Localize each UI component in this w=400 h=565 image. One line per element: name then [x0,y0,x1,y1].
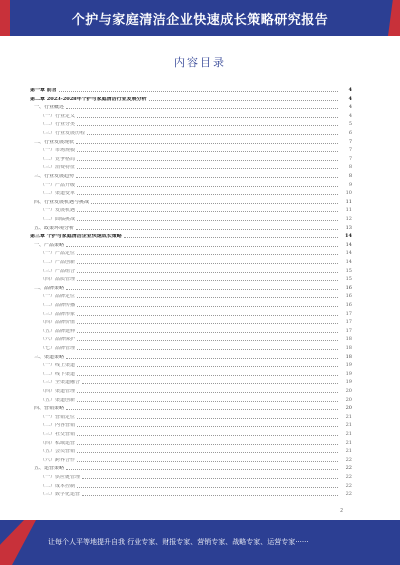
toc-entry-page: 11 [345,207,352,214]
toc-entry[interactable] [30,181,352,188]
toc-entry-label: （二）产品创新 [40,260,76,265]
toc-entry[interactable] [30,473,352,480]
toc-dot-leader [77,297,338,298]
toc-entry-label: （三）社交营销 [40,432,76,437]
toc-entry[interactable] [30,344,352,351]
toc-entry-page: 14 [345,241,352,248]
toc-dot-leader [66,108,338,109]
toc-dot-leader [76,229,338,230]
toc-entry-page: 7 [348,155,352,162]
toc-entry-label: （四）品质管理 [40,277,76,283]
toc-entry-page: 7 [348,138,352,145]
toc-dot-leader [77,332,338,333]
toc-entry[interactable] [30,482,352,489]
toc-entry[interactable] [30,258,352,265]
toc-entry-page: 21 [345,448,352,455]
toc-entry-label: 一、产品策略 [34,242,65,248]
toc-dot-leader [77,315,338,316]
toc-entry-label: （三）数字化运营 [40,492,81,498]
toc-entry[interactable] [30,327,352,334]
toc-entry-label: （一）品牌定位 [40,294,76,300]
toc-entry-label: 三、行业发展趋势 [34,174,75,179]
toc-entry[interactable] [30,155,352,162]
toc-entry-label: （二）竞争格局 [40,156,76,162]
toc-entry-label: （三）行业发展历程 [40,131,86,136]
toc-dot-leader [91,203,338,204]
toc-entry-page: 4 [348,87,352,93]
toc-entry[interactable] [30,456,352,463]
toc-dot-leader [77,160,338,161]
toc-entry-label: （四）私域运营 [40,440,76,446]
toc-entry-label: （三）消费特征 [40,165,76,171]
toc-entry[interactable] [30,284,352,291]
toc-entry[interactable] [30,120,352,127]
toc-entry-label: 第三章 个护与家庭清洁企业快速成长策略 [30,234,122,240]
report-title: 个护与家庭清洁企业快速成长策略研究报告 [71,12,329,28]
toc-entry-page: 20 [345,405,352,412]
toc-entry[interactable] [30,198,352,205]
toc-dot-leader [77,151,338,152]
toc-entry-page: 21 [345,439,352,446]
toc-entry[interactable] [30,267,352,274]
toc-dot-leader [82,495,338,496]
toc-entry-page: 16 [345,302,352,308]
toc-dot-leader [77,418,338,419]
toc-entry[interactable] [30,241,352,248]
toc-entry-page: 11 [345,198,352,205]
header-accent-left [0,0,10,36]
toc-entry-page: 14 [345,259,352,265]
toc-entry[interactable] [30,378,352,385]
toc-entry[interactable] [30,318,352,325]
toc-entry[interactable] [30,232,352,239]
toc-entry-page: 4 [348,112,352,119]
toc-entry[interactable] [30,172,352,179]
toc-entry[interactable] [30,464,352,471]
toc-dot-leader [77,186,338,187]
toc-dot-leader [82,478,338,479]
toc-dot-leader [77,444,338,445]
toc-entry-page: 17 [345,310,352,317]
toc-entry-page: 20 [345,396,352,403]
toc-entry[interactable] [30,370,352,377]
toc-entry-label: （三）产品组合 [40,268,76,274]
toc-dot-leader [77,323,338,324]
toc-dot-leader [77,452,338,453]
toc-dot-leader [59,91,338,92]
toc-dot-leader [76,143,338,144]
header-accent-right [388,0,400,36]
toc-entry[interactable] [30,103,352,110]
toc-entry-label: （一）行业定义 [40,113,76,119]
toc-dot-leader [77,375,338,376]
toc-dot-leader [77,211,338,212]
header-bar [0,0,400,36]
toc-entry-page: 4 [348,104,352,111]
toc-entry-page: 8 [348,173,352,179]
toc-entry[interactable] [30,249,352,256]
toc-entry-page: 9 [348,181,352,188]
toc-dot-leader [66,246,338,247]
toc-entry-label: （二）成本控制 [40,483,76,489]
toc-entry-label: （五）品牌延伸 [40,328,76,334]
toc-dot-leader [149,100,338,101]
toc-entry-label: （一）产品定位 [40,251,76,257]
toc-entry-page: 10 [345,190,352,197]
toc-dot-leader [77,272,338,273]
toc-entry-label: （三）全渠道融合 [40,380,81,386]
toc-entry-label: （二）渠道变革 [40,191,76,197]
toc-entry-page: 21 [345,413,352,420]
toc-entry-page: 13 [345,224,352,231]
toc-entry-page: 6 [348,130,352,136]
toc-entry-page: 22 [345,491,352,498]
toc-dot-leader [124,237,338,238]
toc-dot-leader [77,117,338,118]
toc-entry-label: （二）线下渠道 [40,371,76,377]
toc-entry[interactable] [30,421,352,428]
toc-entry-page: 18 [345,336,352,343]
toc-entry-label: 二、行业发展现状 [34,139,75,145]
toc-entry[interactable] [30,387,352,394]
toc-entry-page: 5 [348,121,352,128]
toc-entry-label: 四、行业发展机遇与挑战 [34,199,90,205]
toc-entry-page: 8 [348,164,352,171]
toc-entry[interactable] [30,439,352,446]
toc-entry-label: 第二章 2023-2028年个护与家庭清洁行业发展分析 [30,96,147,102]
toc-dot-leader [66,289,338,290]
toc-entry-page: 12 [345,216,352,222]
toc-entry-label: （二）品牌传播 [40,303,76,308]
toc-entry-label: （五）会员营销 [40,449,76,455]
toc-entry-page: 7 [348,147,352,154]
toc-entry[interactable] [30,146,352,153]
toc-entry-label: 二、品牌策略 [34,285,65,291]
toc-entry[interactable] [30,413,352,420]
toc-entry-page: 19 [345,362,352,369]
toc-entry[interactable] [30,129,352,136]
toc-dot-leader [77,254,338,255]
toc-entry-page: 21 [345,431,352,437]
toc-dot-leader [77,125,338,126]
toc-dot-leader [77,461,338,462]
toc-dot-leader [66,358,338,359]
toc-dot-leader [76,177,338,178]
toc-entry-label: （一）线上渠道 [40,363,76,369]
toc-entry[interactable] [30,95,352,102]
toc-entry-label: 三、渠道策略 [34,354,65,360]
toc-entry-page: 15 [345,276,352,283]
toc-entry-label: 四、营销策略 [34,406,65,412]
toc-entry-label: （一）市场规模 [40,148,76,154]
toc-entry[interactable] [30,206,352,213]
toc-dot-leader [77,366,338,367]
toc-entry-page: 18 [345,353,352,360]
toc-entry-label: （一）营销定位 [40,414,76,420]
toc-entry-page: 15 [345,267,352,274]
toc-entry-label: （六）品牌保护 [40,337,76,343]
toc-dot-leader [77,487,338,488]
toc-dot-leader [77,168,338,169]
toc-entry[interactable] [30,224,352,231]
toc-entry[interactable] [30,490,352,497]
toc-entry-label: （五）渠道创新 [40,397,76,403]
toc-entry-label: （一）发展机遇 [40,208,76,214]
toc-entry-page: 22 [345,456,352,463]
toc-dot-leader [77,349,338,350]
toc-dot-leader [77,426,338,427]
toc-entry-label: （二）面临挑战 [40,217,76,222]
toc-entry-page: 22 [345,474,352,480]
toc-entry[interactable] [30,292,352,299]
toc-dot-leader [77,263,338,264]
toc-entry-page: 20 [345,388,352,394]
toc-entry-label: 一、行业概述 [34,105,65,111]
toc-dot-leader [66,469,338,470]
toc-dot-leader [77,340,338,341]
toc-entry[interactable] [30,138,352,145]
toc-dot-leader [82,383,338,384]
toc-entry-page: 22 [345,482,352,489]
toc-entry-page: 16 [345,293,352,300]
toc-entry-page: 14 [345,250,352,257]
toc-entry-page: 19 [345,370,352,377]
toc-entry-page: 14 [345,233,352,240]
toc-entry-label: （四）渠道管理 [40,389,76,394]
toc-dot-leader [77,194,338,195]
toc-entry-page: 22 [345,465,352,472]
toc-entry[interactable] [30,430,352,437]
toc-entry-label: （四）品牌价值 [40,320,76,326]
toc-entry-page: 17 [345,319,352,326]
toc-entry-label: （一）产品升级 [40,182,76,188]
toc-dot-leader [66,409,338,410]
toc-entry[interactable] [30,163,352,170]
toc-entry-page: 19 [345,379,352,386]
toc-entry-label: （二）内容营销 [40,423,76,429]
table-of-contents [30,86,352,506]
toc-dot-leader [77,435,338,436]
toc-entry-label: （七）品牌管理 [40,346,76,351]
toc-entry-label: （二）行业分类 [40,122,76,128]
toc-entry[interactable] [30,301,352,308]
toc-entry-label: 五、运营策略 [34,466,65,472]
toc-entry-page: 17 [345,327,352,334]
toc-entry[interactable] [30,189,352,196]
toc-entry[interactable] [30,404,352,411]
toc-entry-page: 18 [345,345,352,351]
toc-entry-page: 16 [345,284,352,291]
toc-entry[interactable] [30,335,352,342]
toc-dot-leader [77,280,338,281]
toc-dot-leader [77,306,338,307]
toc-entry-page: 4 [348,95,352,102]
toc-entry[interactable] [30,112,352,119]
toc-entry-label: 第一章 前言 [30,88,57,93]
toc-dot-leader [77,401,338,402]
toc-entry[interactable] [30,396,352,403]
toc-entry-label: 五、政策环境分析 [34,225,75,231]
toc-entry[interactable] [30,275,352,282]
toc-entry-page: 21 [345,422,352,429]
toc-entry-label: （一）供应链管理 [40,475,81,480]
toc-entry-label: （三）品牌形象 [40,311,76,317]
toc-entry[interactable] [30,353,352,360]
toc-dot-leader [77,392,338,393]
toc-entry[interactable] [30,361,352,368]
page-number: 2 [340,508,344,514]
toc-heading: 内容目录 [174,56,226,69]
toc-entry[interactable] [30,215,352,222]
toc-entry[interactable] [30,447,352,454]
toc-entry-label: （六）跨界合作 [40,457,76,463]
toc-dot-leader [87,134,338,135]
toc-dot-leader [77,220,338,221]
toc-entry[interactable] [30,86,352,93]
footer-text: 让每个人平等地提升自我 行业专家、财报专家、营销专家、战略专家、运营专家······ [48,538,309,546]
toc-entry[interactable] [30,310,352,317]
